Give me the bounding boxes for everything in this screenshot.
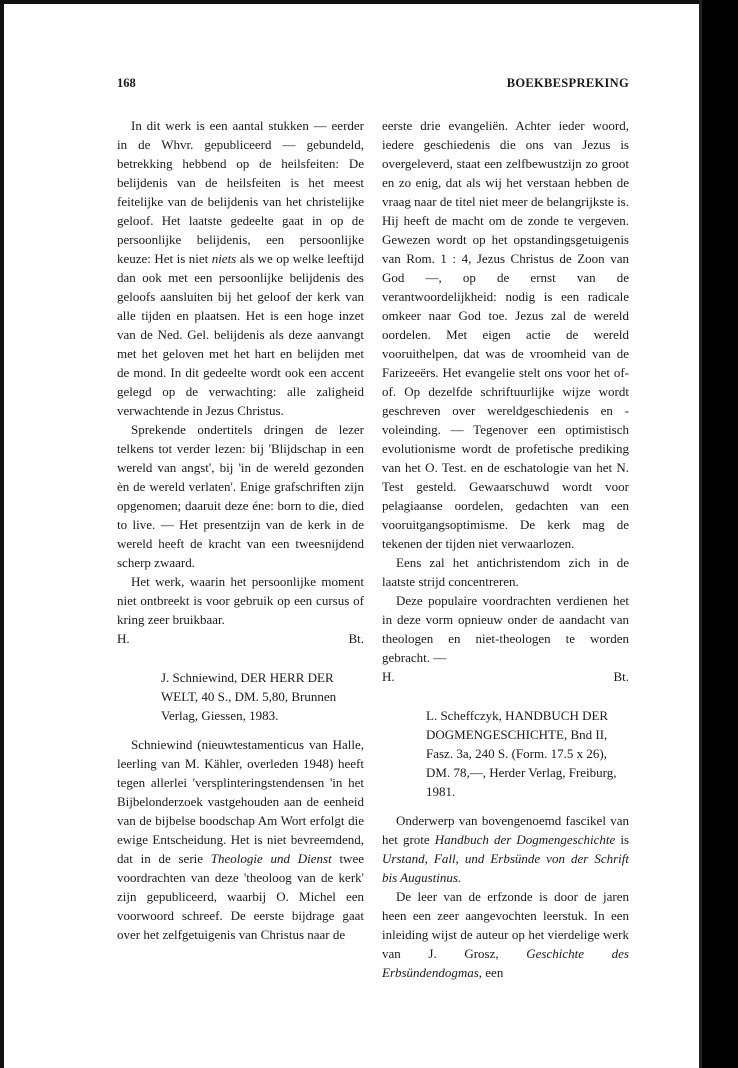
review-paragraph: Het werk, waarin het persoonlijke moment niet ontbreekt is voor gebruik op een cursus of kring zeer bruikbaar.: [117, 574, 364, 627]
right-column: [382, 116, 629, 982]
text-run: als we op welke leeftijd dan ook met een persoonlijke belijdenis des geloofs aansluiten bij het geloof der kerk van alle tijden en plaatsen. Het is een hoge inzet van de Ned. Gel. belijdenis als deze aanvangt met het geloven met het hart en belijden met de mond. In dit gedeelte wordt ook een accent gelegd op de verwachting: alle zaligheid verwachtende in Jezus Christus.: [117, 251, 364, 418]
reviewer-signature: [117, 629, 364, 648]
italic-run: Urstand, Fall, und Erbsünde von der Schrift bis Augustinus.: [382, 851, 629, 885]
text-run: De leer van de erfzonde is door de jaren heen een zeer aangevochten leerstuk. In een inleiding wijst de auteur op het vierdelige werk van J. Grosz,: [382, 889, 629, 961]
review-paragraph: Deze populaire voordrachten verdienen het in deze vorm opnieuw onder de aandacht van theologen en niet-theologen te worden gebracht. —: [382, 593, 629, 665]
italic-run: niets: [211, 251, 237, 266]
left-column: [117, 116, 364, 944]
review-paragraph: [382, 887, 629, 982]
book-citation: L. Scheffczyk, HANDBUCH DER DOGMENGESCHICHTE, Bnd II, Fasz. 3a, 240 S. (Form. 17.5 x 26), DM. 78,—, Herder Verlag, Freiburg, 1981.: [426, 708, 617, 799]
text-run: Onderwerp van bovengenoemd fascikel van het grote: [382, 813, 629, 847]
italic-run: Handbuch der Dogmengeschichte: [434, 832, 616, 847]
italic-run: Theologie und Dienst: [210, 851, 332, 866]
reviewer-signature: [382, 667, 629, 686]
text-run: In dit werk is een aantal stukken — eerder in de Whvr. gepubliceerd — gebundeld, betrekking hebbend op de heilsfeiten: De belijdenis van de heilsfeiten is het meest feitelijke van de belijdenis van het christelijke geloof. Het laatste gedeelte gaat in op de persoonlijke belijdenis, een persoonlijke keuze: Het is niet: [117, 118, 364, 266]
book-citation: J. Schniewind, DER HERR DER WELT, 40 S., DM. 5,80, Brunnen Verlag, Giessen, 1983.: [161, 670, 337, 723]
scan-border-right: [702, 0, 738, 1068]
page-number: 168: [117, 76, 136, 90]
signature-initial: H.: [382, 669, 395, 684]
review-paragraph: [117, 116, 364, 420]
review-paragraph: [382, 811, 629, 887]
text-run: is: [615, 832, 630, 847]
text-run: Schniewind (nieuwtestamenticus van Halle, leerling van M. Kähler, overleden 1948) heeft tegen allerlei 'versplinteringstendensen 'in het Bijbelonderzoek vastgehouden aan de eenheid van de bijbelse boodschap Am Wort erfolgt die ewige Entscheidung. Het is niet bevreemdend, dat in de serie: [117, 737, 364, 866]
signature-initial: H.: [117, 631, 130, 646]
signature-initials: Bt.: [348, 631, 364, 646]
review-paragraph: eerste drie evangeliën. Achter ieder woord, iedere geschiedenis die ons van Jezus is overgeleverd, staat een zelfbewustzijn zo groot en zo enig, dat als wij het verstaan hebben de vraag naar de titel niet meer de belangrijkste is. Hij heeft de macht om de zonde te vergeven. Gewezen wordt op het opstandingsgetuigenis van Rom. 1 : 4, Jezus Christus de Zoon van God —, op de ernst van de verantwoordelijkheid: nodig is een radicale omkeer naar God toe. Jezus zal de wereld oordelen. Met eigen actie de wereld vooruithelpen, dat was de vroomheid van de Farizeeërs. Het evangelie stelt ons voor het of- of. Op dezelfde schriftuurlijke wijze wordt geschreven over wereldgeschiedenis en -voleinding. — Tegenover een optimistisch evolutionisme wordt de profetische prediking van het O. Test. en de eschatologie van het N. Test gesteld. Gewaarschuwd wordt voor pelagiaanse oordelen, gedachten van een vooruitgangsoptimisme. De kerk mag de tekenen der tijden niet verwaarlozen.: [382, 118, 629, 551]
review-paragraph: Sprekende ondertitels dringen de lezer telkens tot verder lezen: bij 'Blijdschap in een wereld van angst', bij 'in de wereld gezonden èn de wereld verlaten'. Enige grafschriften zijn opgenomen; daaruit deze éne: born to die, died to live. — Het presentzijn van de kerk in de wereld heeft de kracht van een tweesnijdend scherp zwaard.: [117, 422, 364, 570]
signature-initials: Bt.: [613, 669, 629, 684]
italic-run: Geschichte des Erbsündendogmas,: [382, 946, 629, 980]
text-run: twee voordrachten van deze 'theoloog van de kerk' zijn gepubliceerd, waarbij O. Michel een voorwoord schreef. De eerste bijdrage gaat over het zelfgetuigenis van Christus naar de: [117, 851, 364, 942]
scan-border-top: [0, 0, 738, 4]
running-head: BOEKBESPREKING: [506, 76, 629, 90]
page-header: [117, 76, 629, 96]
review-paragraph: [117, 735, 364, 944]
review-paragraph: Eens zal het antichristendom zich in de laatste strijd concentreren.: [382, 555, 629, 589]
text-run: een: [482, 965, 504, 980]
scan-border-left: [0, 0, 4, 1068]
